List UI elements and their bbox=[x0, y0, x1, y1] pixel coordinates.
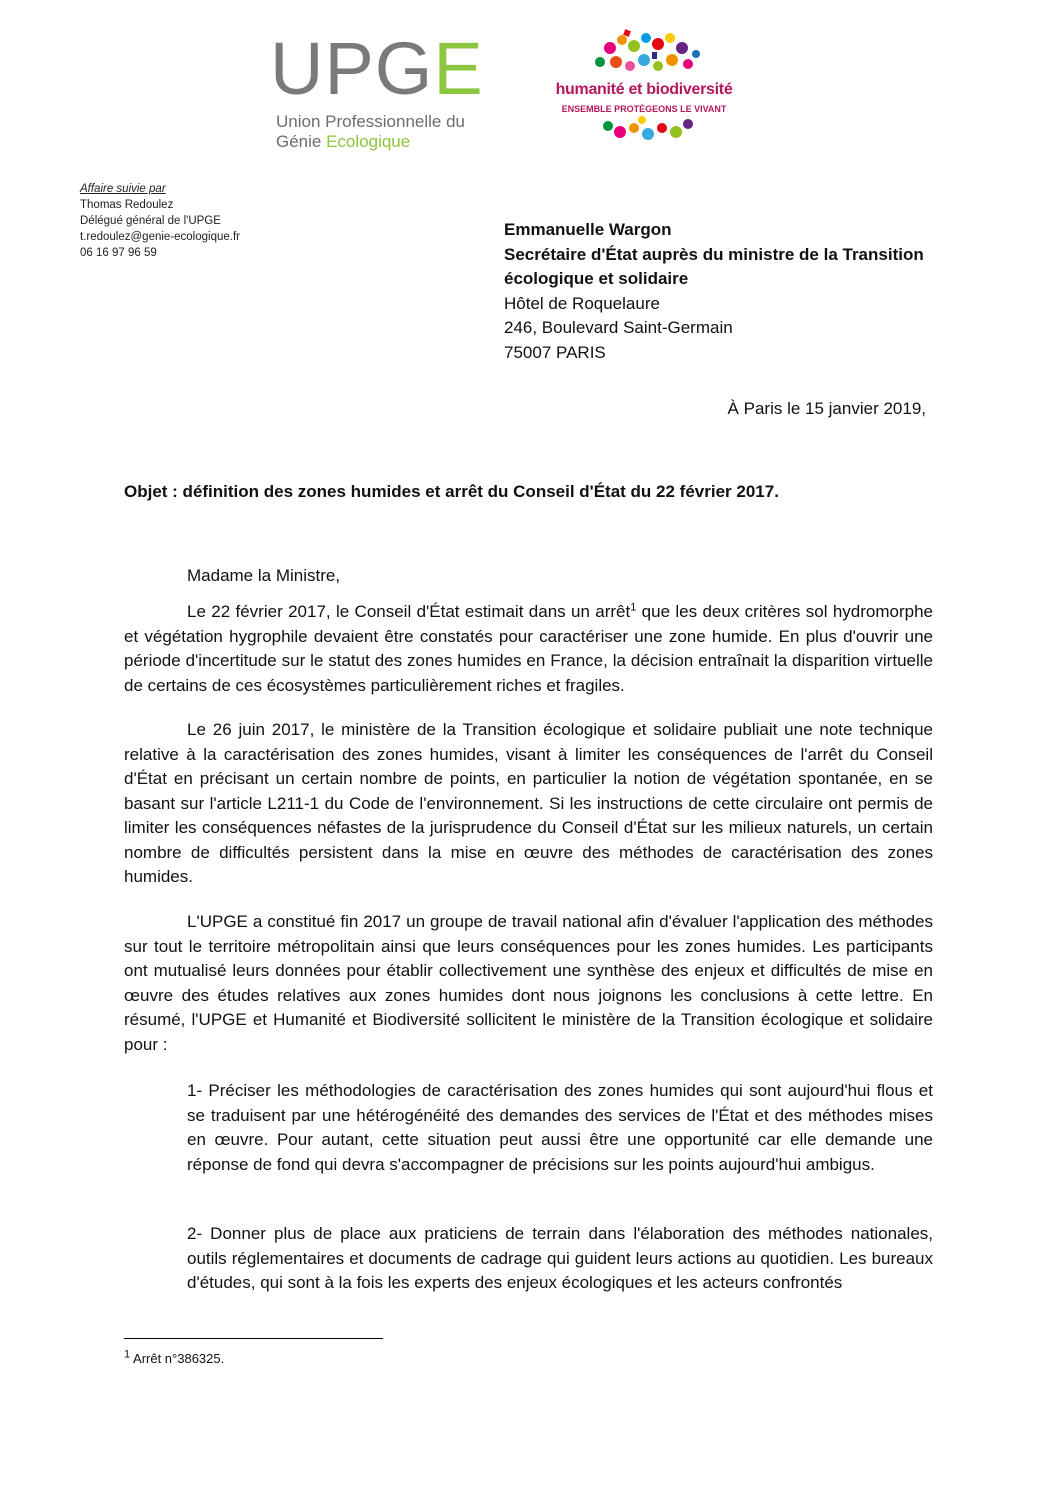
sender-role: Délégué général de l'UPGE bbox=[80, 215, 221, 227]
recipient-title-line1: Secrétaire d'État auprès du ministre de la Transition bbox=[504, 244, 924, 264]
request-item-2: 2- Donner plus de place aux praticiens de terrain dans l'élaboration des méthodes nationales, outils réglementaires et documents de cadrage qui guident leurs actions au quotidien. Les bureaux d'études, qui sont à la fois les experts des enjeux écologiques et les acteurs confrontés bbox=[187, 1224, 933, 1292]
upge-logo bbox=[270, 27, 484, 152]
salutation: Madame la Ministre, bbox=[187, 566, 341, 585]
request-item-1: 1- Préciser les méthodologies de caractérisation des zones humides qui sont aujourd'hui flous et se traduisent par une hétérogénéité des demandes des services de l'État et des méthodes mises en œuvre. Pour autant, cette situation peut aussi être une opportunité car elle demande une réponse de fond qui devra s'accompagner de précisions sur les points aujourd'hui ambigus. bbox=[187, 1081, 933, 1174]
footnote-divider bbox=[124, 1338, 383, 1339]
upge-subtitle-line2: Génie Ecologique bbox=[276, 132, 411, 151]
paragraph-2: Le 26 juin 2017, le ministère de la Transition écologique et solidaire publiait une note technique relative à la caractérisation des zones humides, visant à limiter les conséquences de l'arrêt du Conseil d'État en précisant un certain nombre de points, en particulier la notion de végétation spontanée, en se basant sur l'article L211-1 du Code de l'environnement. Si les instructions de cette circulaire ont permis de limiter les conséquences néfastes de la jurisprudence du Conseil d'État sur les milieux naturels, un certain nombre de difficultés persistent dans la mise en œuvre des méthodes de caractérisation des zones humides. bbox=[124, 720, 933, 886]
humanite-logo-title: humanité et biodiversité bbox=[555, 81, 733, 98]
date-line: À Paris le 15 janvier 2019, bbox=[727, 399, 926, 418]
paragraph-1: Le 22 février 2017, le Conseil d'État estimait dans un arrêt$^1$ que les deux critères sol hydromorphe et végétation hygrophile devaient être constatés pour caractériser une zone humide. En plus d'ouvrir une période d'incertitude sur le statut des zones humides en France, la décision entraînait la disparition virtuelle de certains de ces écosystèmes particulièrement riches et fragiles. bbox=[124, 601, 933, 695]
upge-subtitle-line1: Union Professionnelle du bbox=[276, 112, 466, 131]
footnote: $^1$ Arrêt n°386325. bbox=[124, 1348, 225, 1366]
paragraph-3: L'UPGE a constitué fin 2017 un groupe de travail national afin d'évaluer l'application des méthodes sur tout le territoire métropolitain ainsi que leurs conséquences pour les zones humides. Les participants ont mutualisé leurs données pour établir collectivement une synthèse des enjeux et difficultés de mise en œuvre des études relatives aux zones humides dont nous joignons les conclusions à cette lettre. En résumé, l'UPGE et Humanité et Biodiversité sollicitent le ministère de la Transition écologique et solidaire pour : bbox=[124, 912, 933, 1054]
sender-block bbox=[80, 181, 240, 261]
upge-wordmark: UPGE bbox=[270, 27, 484, 110]
recipient-address1: Hôtel de Roquelaure bbox=[504, 293, 660, 313]
humanite-logo-tagline: ENSEMBLE PROTÉGEONS LE VIVANT bbox=[561, 104, 727, 114]
sender-email: t.redoulez@genie-ecologique.fr bbox=[80, 231, 240, 243]
sender-label: Affaire suivie par bbox=[80, 183, 166, 195]
footnote-ref: 1 bbox=[630, 601, 637, 614]
recipient-address2: 246, Boulevard Saint-Germain bbox=[504, 318, 733, 337]
humanite-biodiversite-logo bbox=[538, 26, 758, 146]
sender-name: Thomas Redoulez bbox=[80, 199, 174, 211]
recipient-city: 75007 PARIS bbox=[504, 342, 606, 362]
recipient-title-line2: écologique et solidaire bbox=[504, 269, 689, 288]
recipient-name: Emmanuelle Wargon bbox=[504, 220, 672, 239]
subject-line: Objet : définition des zones humides et arrêt du Conseil d'État du 22 février 2017. bbox=[124, 482, 779, 501]
sender-phone: 06 16 97 96 59 bbox=[80, 247, 157, 259]
recipient-block bbox=[504, 218, 944, 365]
